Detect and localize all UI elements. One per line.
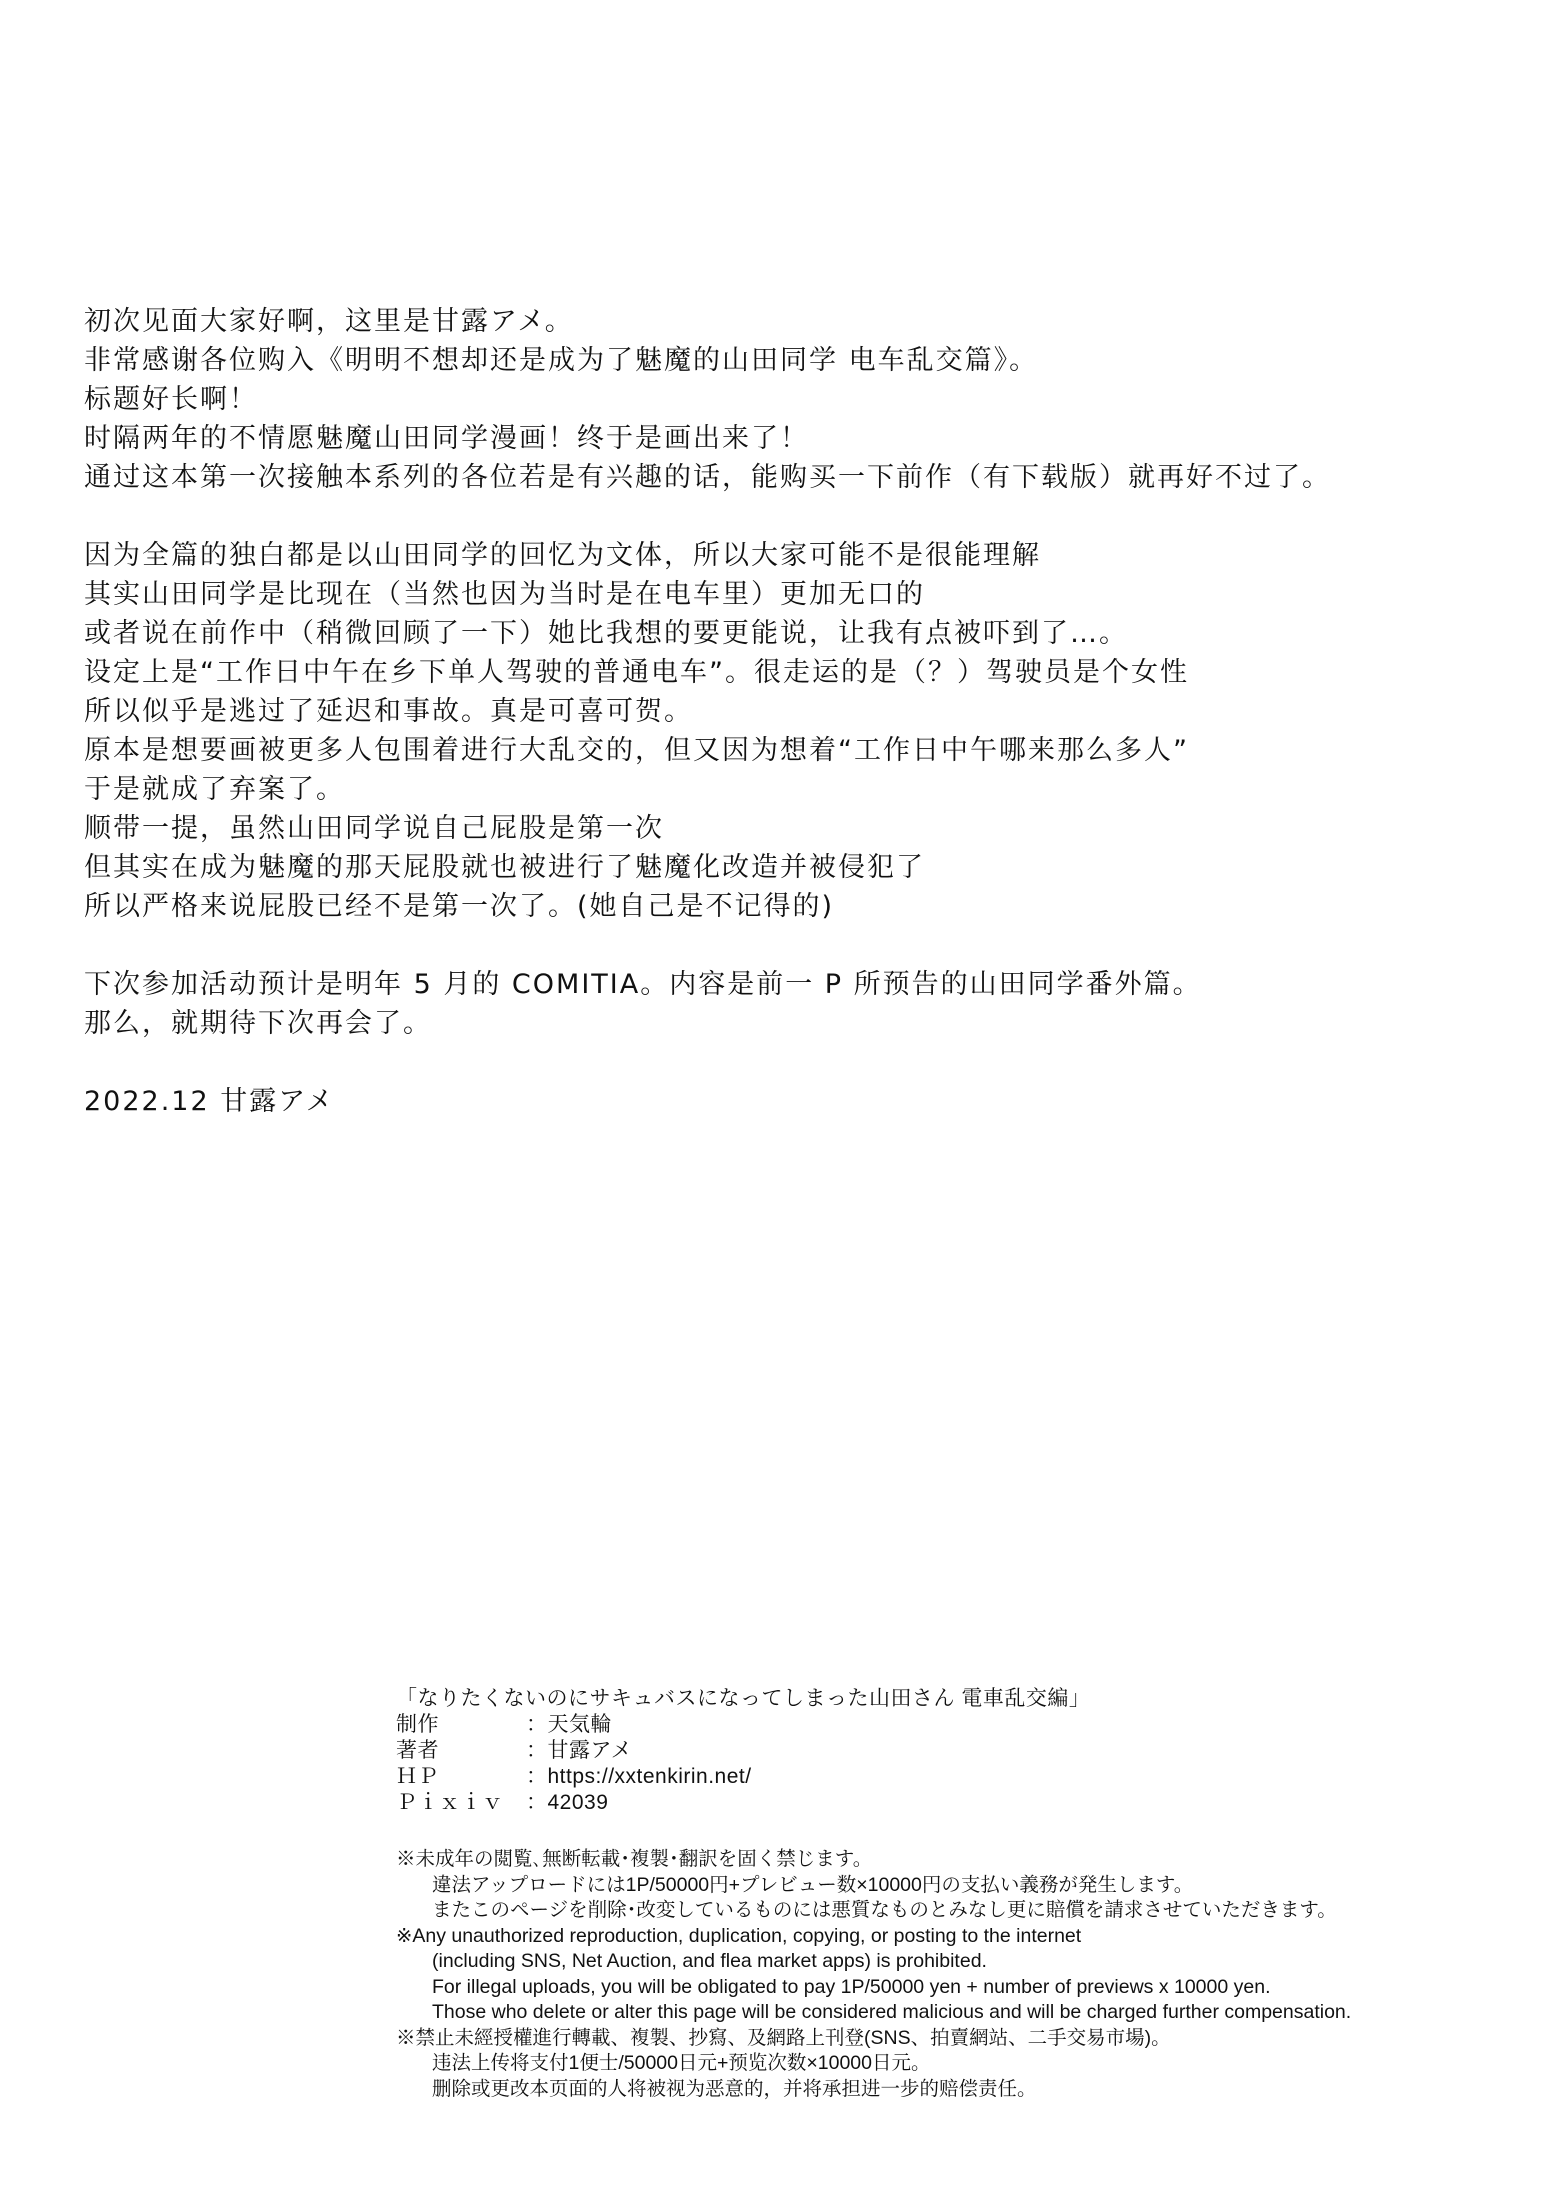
text-line: 但其实在成为魅魔的那天屁股就也被进行了魅魔化改造并被侵犯了	[84, 852, 925, 883]
text-line: 通过这本第一次接触本系列的各位若是有兴趣的话，能购买一下前作（有下载版）就再好不过了。	[84, 462, 1331, 493]
colophon	[396, 1686, 1516, 2102]
credit-value: ：https://xxtenkirin.net/	[526, 1765, 752, 1788]
notice-line: Those who delete or alter this page will be considered malicious and will be charged further compensation.	[432, 2001, 1352, 2023]
credits-list	[396, 1712, 1516, 1816]
notice-line: For illegal uploads, you will be obligated to pay 1P/50000 yen + number of previews x 10000 yen.	[432, 1975, 1271, 1998]
notice-line: またこのページを削除･改変しているものには悪質なものとみなし更に賠償を請求させていただきます。	[432, 1899, 1337, 1921]
text-line: 顺带一提，虽然山田同学说自己屁股是第一次	[84, 813, 664, 844]
credit-label: Ｐｉｘｉｖ	[396, 1791, 504, 1814]
afterword-paragraph-1	[84, 302, 1524, 497]
text-line: 或者说在前作中（稍微回顾了一下）她比我想的要更能说，让我有点被吓到了…。	[84, 618, 1128, 649]
notice-line: 違法アップロードには1P/50000円+プレビュー数×10000円の支払い義務が発生します。	[432, 1873, 1194, 1896]
afterword	[84, 302, 1524, 1160]
notice-line: ※未成年の閲覧､無断転載･複製･翻訳を固く禁じます。	[396, 1848, 873, 1870]
text-line: 所以严格来说屁股已经不是第一次了。(她自己是不记得的)	[84, 891, 835, 922]
credit-label: 著者	[396, 1739, 439, 1762]
notice-line: ※禁止未經授權進行轉載、複製、抄寫、及網路上刊登(SNS、拍賣網站、二手交易市場)。	[396, 2026, 1171, 2049]
credit-label: ＨＰ	[396, 1765, 439, 1788]
afterword-signature	[84, 1082, 1524, 1121]
credit-row-pixiv	[396, 1790, 1516, 1816]
notice-line: 违法上传将支付1便士/50000日元+预览次数×10000日元。	[432, 2052, 931, 2074]
credit-value: ：天気輪	[526, 1713, 612, 1736]
text-line: 设定上是“工作日中午在乡下单人驾驶的普通电车”。很走运的是（？）驾驶员是个女性	[84, 657, 1189, 688]
credit-label: 制作	[396, 1713, 439, 1736]
text-line: 时隔两年的不情愿魅魔山田同学漫画！终于是画出来了！	[84, 423, 809, 454]
notice-line: ※Any unauthorized reproduction, duplication, copying, or posting to the internet	[396, 1924, 1082, 1947]
text-line: 初次见面大家好啊，这里是甘露アメ。	[84, 306, 574, 337]
copyright-notices	[396, 1847, 1516, 2102]
work-title: 「なりたくないのにサキュバスになってしまった山田さん 電車乱交編」	[396, 1687, 1091, 1710]
credit-row-production	[396, 1712, 1516, 1738]
signature-line: 2022.12 甘露アメ	[84, 1086, 335, 1117]
text-line: 标题好长啊！	[84, 384, 258, 415]
text-line: 于是就成了弃案了。	[84, 774, 345, 805]
text-line: 因为全篇的独白都是以山田同学的回忆为文体，所以大家可能不是很能理解	[84, 540, 1041, 571]
credit-value: ：42039	[526, 1791, 609, 1814]
credit-value: ：甘露アメ	[526, 1739, 633, 1762]
credit-row-author	[396, 1738, 1516, 1764]
notice-line: (including SNS, Net Auction, and flea market apps) is prohibited.	[432, 1950, 987, 1972]
text-line: 下次参加活动预计是明年 5 月的 COMITIA。内容是前一 P 所预告的山田同学番外篇。	[84, 969, 1202, 1000]
notice-line: 删除或更改本页面的人将被视为恶意的，并将承担进一步的赔偿责任。	[432, 2077, 1037, 2100]
text-line: 非常感谢各位购入《明明不想却还是成为了魅魔的山田同学 电车乱交篇》。	[84, 345, 1039, 376]
afterword-paragraph-2	[84, 536, 1524, 926]
text-line: 所以似乎是逃过了延迟和事故。真是可喜可贺。	[84, 696, 693, 727]
text-line: 原本是想要画被更多人包围着进行大乱交的，但又因为想着“工作日中午哪来那么多人”	[84, 735, 1189, 766]
text-line: 那么，就期待下次再会了。	[84, 1008, 432, 1039]
text-line: 其实山田同学是比现在（当然也因为当时是在电车里）更加无口的	[84, 579, 925, 610]
credit-row-homepage	[396, 1764, 1516, 1790]
afterword-paragraph-3	[84, 965, 1524, 1043]
